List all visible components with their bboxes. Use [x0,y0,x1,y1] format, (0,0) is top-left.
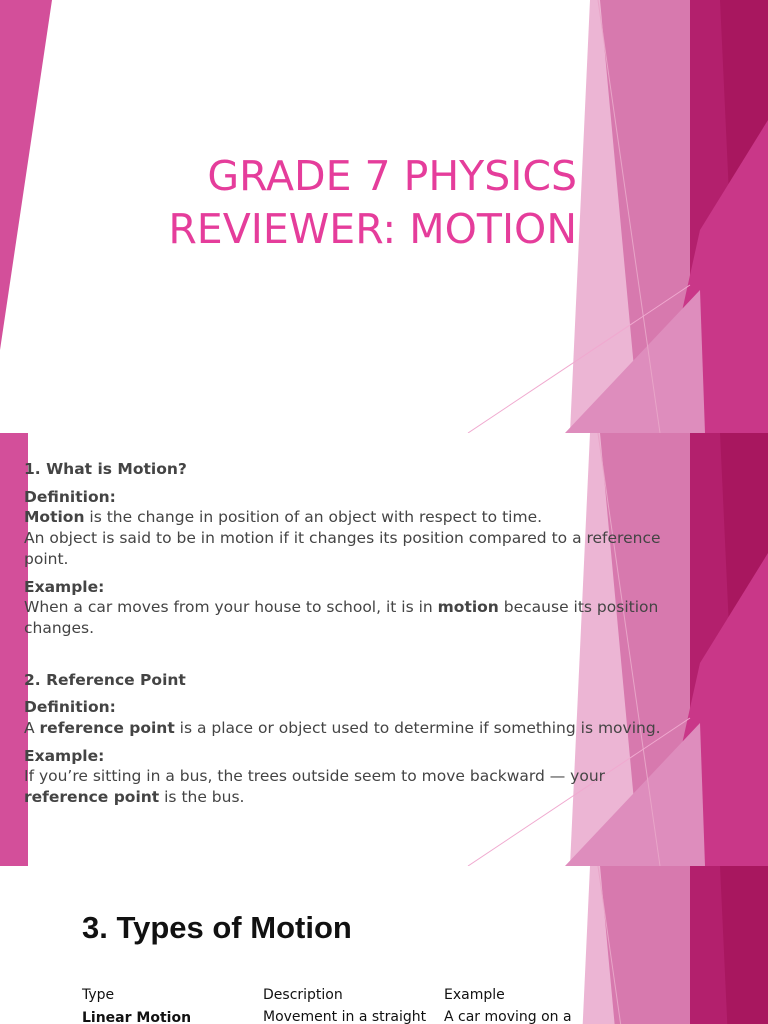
table-cell: A car moving on a [444,1009,572,1024]
table-cell: Movement in a straight [263,1009,427,1024]
left-pink-shape [0,0,52,350]
column-header: Description [263,987,343,1003]
definition-before: A [24,719,40,738]
example-after: is the bus. [159,788,245,807]
definition-after: is a place or object used to determine if something is moving. [174,719,661,738]
types-slide [0,866,768,1024]
title-line-2: REVIEWER: MOTION [168,205,577,253]
definition-rest: is the change in position of an object with respect to time. [84,508,543,527]
content-slide [0,433,768,866]
example-label: Example: [24,746,105,765]
slide-title [168,150,577,256]
term: motion [437,598,499,617]
term: reference point [24,788,160,807]
table-row [82,1006,594,1024]
example-text [24,597,684,638]
definition-text [24,507,684,528]
reviewer-content [24,459,684,808]
definition-label: Definition: [24,487,116,506]
types-table [82,984,594,1024]
section-heading: 2. Reference Point [24,670,186,689]
term: reference point [39,719,175,738]
right-darkest-shape [720,866,768,1024]
table-header-row [82,984,594,1006]
section-title: 3. Types of Motion [82,910,352,945]
example-text [24,766,684,807]
title-line-1: GRADE 7 PHYSICS [207,152,577,200]
column-header: Type [82,987,115,1003]
definition-text [24,718,684,739]
definition-label: Definition: [24,698,116,717]
right-mid-shape [600,866,700,1024]
table-cell: Linear Motion [82,1010,192,1024]
column-header: Example [444,987,505,1003]
example-label: Example: [24,577,105,596]
title-slide [0,0,768,433]
definition-text-2: An object is said to be in motion if it changes its position compared to a reference point. [24,529,661,568]
section-heading: 1. What is Motion? [24,460,187,478]
example-before: If you’re sitting in a bus, the trees outside seem to move backward — your [24,767,606,786]
term: Motion [24,508,85,527]
example-before: When a car moves from your house to school, it is in [24,598,438,617]
example-after: because its position changes. [24,598,659,637]
